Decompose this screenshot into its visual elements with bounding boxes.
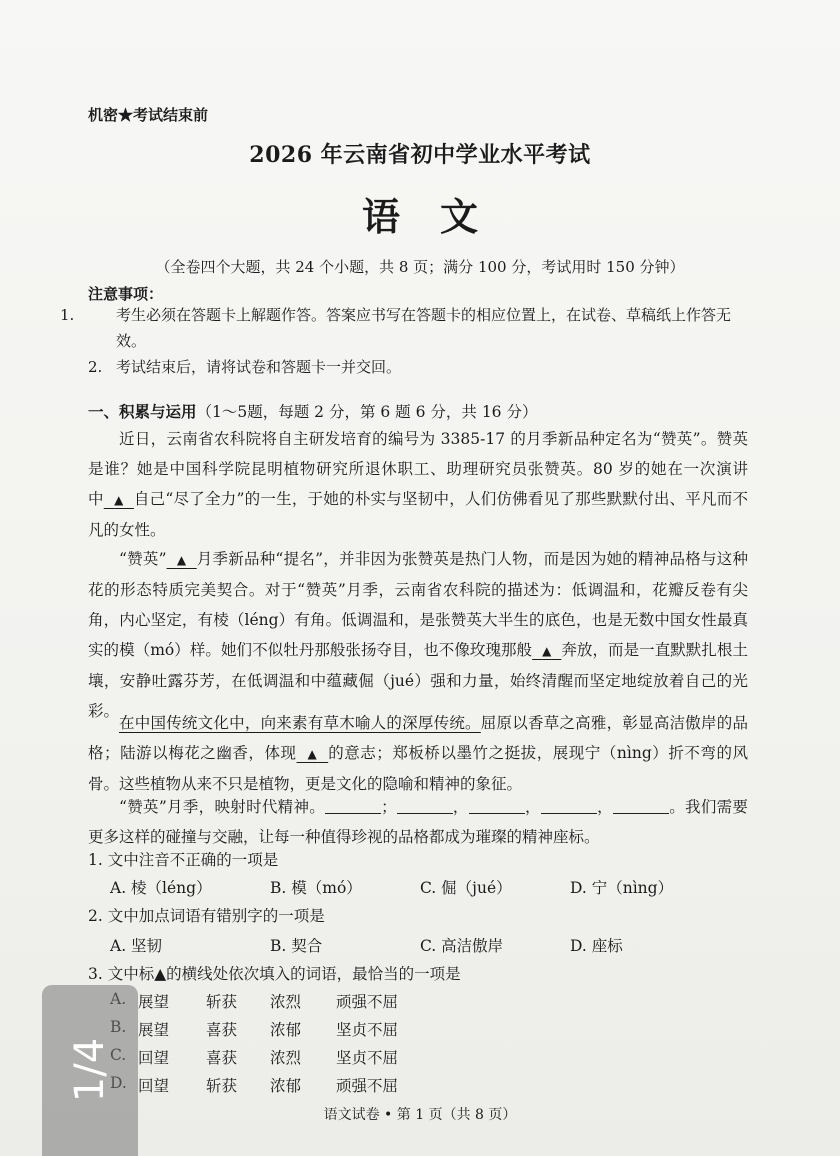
notice-item-2: 2. 考试结束后，请将试卷和答题卡一并交回。 bbox=[88, 358, 402, 376]
blank-triangle: ▲ bbox=[114, 493, 124, 507]
answer-blank bbox=[469, 797, 525, 814]
subject-title: 语文 bbox=[361, 194, 518, 239]
exam-info: （全卷四个大题，共 24 个小题，共 8 页；满分 100 分，考试用时 150 分钟） bbox=[155, 258, 685, 276]
confidential-mark: 机密★考试结束前 bbox=[88, 106, 209, 124]
q1-option-a: A. 棱（léng） bbox=[110, 879, 212, 897]
answer-blank bbox=[397, 797, 453, 814]
page-indicator-text: 1/4 bbox=[67, 1037, 113, 1103]
q1-option-c: C. 倔（jué） bbox=[420, 879, 512, 897]
q1-option-b: B. 模（mó） bbox=[270, 879, 362, 897]
q1-option-d: D. 宁（nìng） bbox=[570, 879, 674, 897]
answer-blank bbox=[613, 797, 669, 814]
q2-option-a: A. 坚韧 bbox=[110, 937, 163, 955]
answer-blank bbox=[325, 797, 381, 814]
exam-paper: 机密★考试结束前 2026 年云南省初中学业水平考试 语文 （全卷四个大题，共 24 个小题，共 8 页；满分 100 分，考试用时 150 分钟） 注意事项： 1. 考生必须在答题卡上解题作答。答案应书写在答题卡的相应位置上，在试卷、草稿纸上作答无效。 2. 考试结束后，请将试卷和答题卡一并交回。 一、积累与运用（1～5题，每题 2 分，第 6 题 6 分，共 16 分） 近日，云南省农科院将自主研发培育的编号为 3385-17 的月季新品种定名为“赞英”。赞英是谁？她是中国科学院昆明植物研究所退休职工、助理研究员张赞英。80 岁的她在一次演讲中 ▲ 自己“尽了全力”的一生，于她的朴实与坚韧中，人们仿佛看见了那些默默付出、平凡而不凡的女性。 “赞英” ▲ 月季新品种“提名”，并非因为张赞英是热门人物，而是因为她的精神品格与这种花的形态特质完美契合。对于“赞英”月季，云南省农科院的描述为：低调温和，花瓣反卷有尖角，内心坚定，有棱（léng）有角。低调温和，是张赞英大半生的底色，也是无数中国女性最真实的模（mó）样。她们不似牡丹那般张扬夺目，也不像玫瑰那般 ▲ 奔放，而是一直默默扎根土壤，安静吐露芬芳，在低调温和中蕴藏倔（jué）强和力量，始终清醒而坚定地绽放着自己的光彩。 在中国传统文化中，向来素有草木喻人的深厚传统。屈原以香草之高雅，彰显高洁傲岸的品格；陆游以梅花之幽香，体现 ▲ 的意志；郑板桥以墨竹之挺拔，展现宁（nìng）折不弯的风骨。这些植物从来不只是植物，更是文化的隐喻和精神的象征。 “赞英”月季，映射时代精神。 ； ， ， ， 。我们需要更多这样的碰撞与交融，让每一种值得珍视的品格都成为璀璨的精神座标。 1. 文中注音不正确的一项是 A. 棱（léng） B. 模（mó） C. 倔（jué） D. 宁（nìng） 2. 文中加点词语有错别字的一项是 A. 坚韧 B. 契合 C. 高洁傲岸 D. 座标 3. 文中标▲的横线处依次填入的词语，最恰当的一项是 展望 斩获 浓烈 顽强不屈 展望 喜获 浓郁 坚贞不屈 回望 喜获 浓烈 坚贞不屈 回望 斩获 浓郁 顽强不屈 语文试卷 • 第 1 页（共 8 页） bbox=[0, 0, 840, 1156]
page-indicator-badge[interactable] bbox=[42, 985, 138, 1156]
passage-paragraph-4: “赞英”月季，映射时代精神。 ； ， ， ， 。我们需要更多这样的碰撞与交融，让每一种值得珍视的品格都成为璀璨的精神座标。 bbox=[88, 798, 748, 846]
section-title: 一、积累与运用（1～5题，每题 2 分，第 6 题 6 分，共 16 分） bbox=[88, 402, 538, 421]
q2-option-b: B. 契合 bbox=[270, 937, 323, 955]
passage-paragraph-2: “赞英” ▲ 月季新品种“提名”，并非因为张赞英是热门人物，而是因为她的精神品格与这种花的形态特质完美契合。对于“赞英”月季，云南省农科院的描述为：低调温和，花瓣反卷有尖角，内心坚定，有棱（léng）有角。低调温和，是张赞英大半生的底色，也是无数中国女性最真实的模（mó）样。她们不似牡丹那般张扬夺目，也不像玫瑰那般 ▲ 奔放，而是一直默默扎根土壤，安静吐露芬芳，在低调温和中蕴藏倔（jué）强和力量，始终清醒而坚定地绽放着自己的光彩。 bbox=[88, 550, 748, 720]
question-3-stem: 3. 文中标▲的横线处依次填入的词语，最恰当的一项是 bbox=[88, 965, 461, 983]
blank-triangle: ▲ bbox=[307, 747, 318, 761]
notice-item-1: 1. 考生必须在答题卡上解题作答。答案应书写在答题卡的相应位置上，在试卷、草稿纸上作答无效。 bbox=[60, 306, 732, 350]
passage-paragraph-3: 在中国传统文化中，向来素有草木喻人的深厚传统。屈原以香草之高雅，彰显高洁傲岸的品格；陆游以梅花之幽香，体现 ▲ 的意志；郑板桥以墨竹之挺拔，展现宁（nìng）折不弯的风骨。这些植物从来不只是植物，更是文化的隐喻和精神的象征。 bbox=[88, 714, 748, 793]
exam-title: 2026 年云南省初中学业水平考试 bbox=[249, 142, 591, 168]
blank-triangle: ▲ bbox=[176, 553, 187, 567]
passage-paragraph-1: 近日，云南省农科院将自主研发培育的编号为 3385-17 的月季新品种定名为“赞英”。赞英是谁？她是中国科学院昆明植物研究所退休职工、助理研究员张赞英。80 岁的她在一次演讲中 ▲ 自己“尽了全力”的一生，于她的朴实与坚韧中，人们仿佛看见了那些默默付出、平凡而不凡的女性。 bbox=[88, 430, 749, 539]
question-2-stem: 2. 文中加点词语有错别字的一项是 bbox=[88, 907, 325, 925]
underlined-sentence: 在中国传统文化中，向来素有草木喻人的深厚传统。 bbox=[119, 714, 481, 732]
q2-option-c: C. 高洁傲岸 bbox=[420, 937, 504, 955]
page-footer: 语文试卷 • 第 1 页（共 8 页） bbox=[323, 1107, 517, 1123]
notice-title: 注意事项： bbox=[88, 285, 164, 303]
answer-blank bbox=[541, 797, 597, 814]
blank-triangle: ▲ bbox=[542, 644, 552, 658]
question-1-stem: 1. 文中注音不正确的一项是 bbox=[88, 851, 279, 869]
q2-option-d: D. 座标 bbox=[570, 937, 623, 955]
